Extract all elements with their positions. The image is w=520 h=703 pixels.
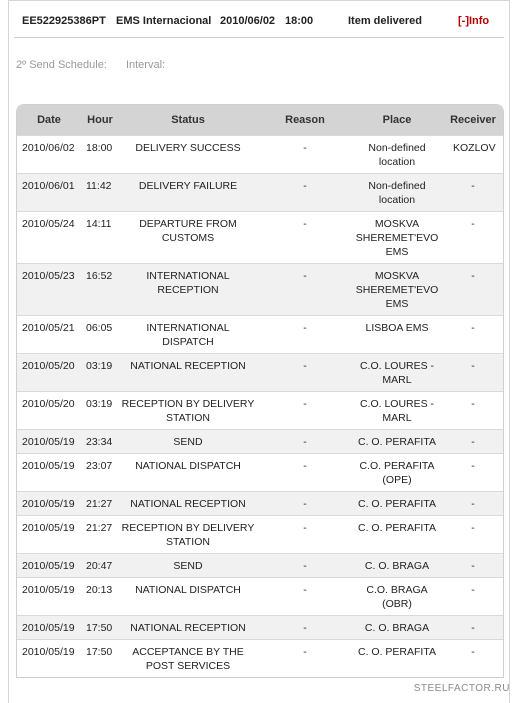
cell-receiver: - [441, 453, 504, 491]
cell-date: 2010/05/24 [17, 211, 81, 263]
cell-hour: 16:52 [81, 263, 119, 315]
cell-reason: - [257, 491, 353, 515]
cell-hour: 23:07 [81, 453, 119, 491]
column-header-hour: Hour [81, 105, 119, 135]
table-row [17, 211, 504, 263]
cell-receiver: - [441, 211, 504, 263]
cell-status: DELIVERY FAILURE [119, 173, 257, 211]
send-schedule-label: 2º Send Schedule: [16, 59, 107, 71]
cell-date: 2010/05/19 [17, 639, 81, 677]
info-toggle-link[interactable]: [-]Info [458, 15, 490, 27]
cell-reason: - [257, 615, 353, 639]
column-header-receiver: Receiver [441, 105, 504, 135]
cell-hour: 11:42 [81, 173, 119, 211]
cell-reason: - [257, 639, 353, 677]
column-header-status: Status [119, 105, 257, 135]
cell-hour: 23:34 [81, 429, 119, 453]
cell-date: 2010/06/01 [17, 173, 81, 211]
cell-receiver: - [441, 577, 504, 615]
table-row [17, 577, 504, 615]
summary-date: 2010/06/02 [220, 15, 276, 27]
cell-status: SEND [119, 553, 257, 577]
table-row [17, 429, 504, 453]
cell-date: 2010/06/02 [17, 135, 81, 173]
table-header-row [17, 105, 504, 135]
table-row [17, 263, 504, 315]
cell-receiver: - [441, 615, 504, 639]
cell-receiver: - [441, 639, 504, 677]
cell-status: RECEPTION BY DELIVERY STATION [119, 515, 257, 553]
cell-place: MOSKVA SHEREMET'EVO EMS [353, 211, 441, 263]
cell-receiver: - [441, 353, 504, 391]
cell-place: C. O. PERAFITA [353, 515, 441, 553]
cell-reason: - [257, 429, 353, 453]
cell-hour: 14:11 [81, 211, 119, 263]
summary-status: Item delivered [348, 15, 422, 27]
cell-status: NATIONAL DISPATCH [119, 577, 257, 615]
cell-reason: - [257, 135, 353, 173]
cell-status: NATIONAL RECEPTION [119, 615, 257, 639]
cell-place: LISBOA EMS [353, 315, 441, 353]
tracking-code: EE522925386PT [22, 15, 106, 27]
cell-receiver: - [441, 515, 504, 553]
cell-reason: - [257, 453, 353, 491]
cell-status: NATIONAL RECEPTION [119, 353, 257, 391]
cell-hour: 17:50 [81, 639, 119, 677]
table-row [17, 491, 504, 515]
table-row [17, 615, 504, 639]
table-row [17, 353, 504, 391]
cell-status: DELIVERY SUCCESS [119, 135, 257, 173]
cell-date: 2010/05/19 [17, 577, 81, 615]
tracking-events-table [16, 104, 504, 678]
site-watermark: STEELFACTOR.RU [413, 683, 510, 694]
cell-status: DEPARTURE FROM CUSTOMS [119, 211, 257, 263]
cell-reason: - [257, 263, 353, 315]
cell-date: 2010/05/19 [17, 453, 81, 491]
cell-reason: - [257, 315, 353, 353]
table-row [17, 391, 504, 429]
tracking-summary-header [14, 8, 504, 38]
cell-hour: 20:13 [81, 577, 119, 615]
table-row [17, 515, 504, 553]
cell-date: 2010/05/19 [17, 429, 81, 453]
table-row [17, 453, 504, 491]
cell-receiver: - [441, 429, 504, 453]
cell-place: Non-defined location [353, 135, 441, 173]
cell-date: 2010/05/19 [17, 553, 81, 577]
cell-place: MOSKVA SHEREMET'EVO EMS [353, 263, 441, 315]
cell-place: C. O. BRAGA [353, 615, 441, 639]
cell-hour: 06:05 [81, 315, 119, 353]
cell-place: C. O. PERAFITA [353, 429, 441, 453]
cell-receiver: - [441, 491, 504, 515]
cell-status: NATIONAL DISPATCH [119, 453, 257, 491]
cell-receiver: KOZLOV [441, 135, 504, 173]
cell-hour: 17:50 [81, 615, 119, 639]
send-schedule [16, 59, 165, 71]
cell-hour: 20:47 [81, 553, 119, 577]
cell-date: 2010/05/20 [17, 391, 81, 429]
cell-hour: 18:00 [81, 135, 119, 173]
cell-status: RECEPTION BY DELIVERY STATION [119, 391, 257, 429]
cell-place: C. O. BRAGA [353, 553, 441, 577]
cell-reason: - [257, 173, 353, 211]
table-row [17, 639, 504, 677]
table-row [17, 315, 504, 353]
table-row [17, 173, 504, 211]
cell-place: Non-defined location [353, 173, 441, 211]
cell-place: C. O. PERAFITA [353, 639, 441, 677]
cell-date: 2010/05/21 [17, 315, 81, 353]
interval-label: Interval: [125, 59, 166, 71]
cell-status: SEND [119, 429, 257, 453]
column-header-reason: Reason [257, 105, 353, 135]
summary-time: 18:00 [285, 15, 314, 27]
service-name: EMS Internacional [116, 15, 212, 27]
cell-hour: 03:19 [81, 353, 119, 391]
cell-place: C. O. PERAFITA [353, 491, 441, 515]
cell-hour: 21:27 [81, 515, 119, 553]
cell-status: INTERNATIONAL DISPATCH [119, 315, 257, 353]
column-header-date: Date [17, 105, 81, 135]
cell-date: 2010/05/20 [17, 353, 81, 391]
cell-date: 2010/05/19 [17, 515, 81, 553]
cell-place: C.O. LOURES - MARL [353, 353, 441, 391]
cell-reason: - [257, 391, 353, 429]
cell-reason: - [257, 515, 353, 553]
cell-reason: - [257, 211, 353, 263]
cell-receiver: - [441, 391, 504, 429]
cell-reason: - [257, 353, 353, 391]
cell-receiver: - [441, 553, 504, 577]
cell-reason: - [257, 577, 353, 615]
cell-receiver: - [441, 315, 504, 353]
table-row [17, 553, 504, 577]
cell-status: INTERNATIONAL RECEPTION [119, 263, 257, 315]
cell-place: C.O. PERAFITA (OPE) [353, 453, 441, 491]
cell-date: 2010/05/19 [17, 615, 81, 639]
cell-date: 2010/05/19 [17, 491, 81, 515]
cell-receiver: - [441, 173, 504, 211]
cell-place: C.O. BRAGA (OBR) [353, 577, 441, 615]
cell-receiver: - [441, 263, 504, 315]
cell-date: 2010/05/23 [17, 263, 81, 315]
cell-place: C.O. LOURES - MARL [353, 391, 441, 429]
cell-status: NATIONAL RECEPTION [119, 491, 257, 515]
column-header-place: Place [353, 105, 441, 135]
cell-hour: 21:27 [81, 491, 119, 515]
cell-status: ACCEPTANCE BY THE POST SERVICES [119, 639, 257, 677]
table-row [17, 135, 504, 173]
cell-hour: 03:19 [81, 391, 119, 429]
cell-reason: - [257, 553, 353, 577]
